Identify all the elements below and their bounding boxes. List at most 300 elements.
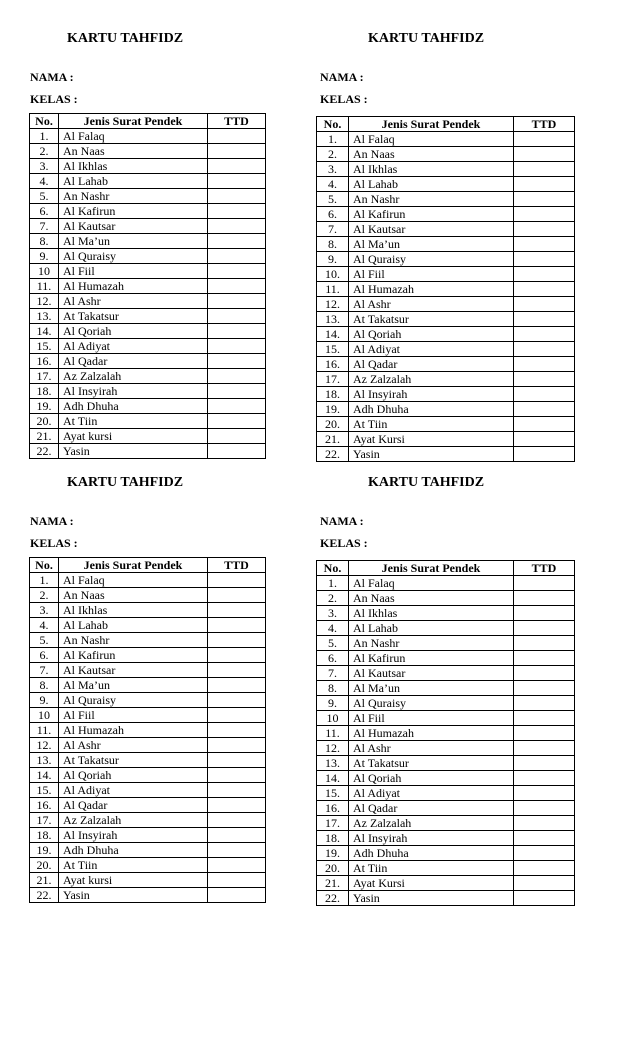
signature-cell — [514, 297, 575, 312]
surah-name: Al Falaq — [59, 129, 208, 144]
surah-name: Al Ashr — [59, 738, 208, 753]
header-surah: Jenis Surat Pendek — [59, 114, 208, 129]
surah-table — [29, 557, 266, 903]
surah-name: Al Quraisy — [349, 252, 514, 267]
surah-name: Yasin — [59, 888, 208, 903]
signature-cell — [514, 741, 575, 756]
table-row — [317, 786, 575, 801]
row-number: 1. — [30, 573, 59, 588]
table-row — [30, 813, 266, 828]
surah-name: Al Qoriah — [349, 327, 514, 342]
signature-cell — [208, 339, 266, 354]
row-number: 3. — [30, 159, 59, 174]
signature-cell — [514, 267, 575, 282]
signature-cell — [208, 189, 266, 204]
surah-name: Al Ashr — [59, 294, 208, 309]
surah-name: Adh Dhuha — [349, 846, 514, 861]
row-number: 21. — [30, 873, 59, 888]
row-number: 6. — [30, 648, 59, 663]
row-number: 12. — [30, 738, 59, 753]
table-row — [30, 858, 266, 873]
table-row — [317, 387, 575, 402]
signature-cell — [514, 891, 575, 906]
surah-name: Al Qoriah — [349, 771, 514, 786]
table-row — [317, 207, 575, 222]
row-number: 14. — [317, 771, 349, 786]
signature-cell — [208, 384, 266, 399]
row-number: 1. — [30, 129, 59, 144]
signature-cell — [514, 327, 575, 342]
surah-name: Al Fiil — [59, 264, 208, 279]
signature-cell — [514, 282, 575, 297]
table-row — [317, 876, 575, 891]
table-row — [30, 708, 266, 723]
row-number: 19. — [317, 846, 349, 861]
surah-name: Al Kautsar — [59, 219, 208, 234]
table-row — [30, 753, 266, 768]
signature-cell — [208, 693, 266, 708]
row-number: 18. — [317, 387, 349, 402]
surah-name: Ayat Kursi — [349, 432, 514, 447]
nama-label: NAMA : — [30, 70, 74, 84]
signature-cell — [208, 813, 266, 828]
row-number: 20. — [30, 858, 59, 873]
row-number: 6. — [317, 651, 349, 666]
surah-name: At Takatsur — [349, 312, 514, 327]
table-row — [30, 189, 266, 204]
card-title: KARTU TAHFIDZ — [67, 475, 184, 490]
signature-cell — [208, 678, 266, 693]
table-row — [30, 828, 266, 843]
signature-cell — [208, 888, 266, 903]
row-number: 12. — [317, 741, 349, 756]
signature-cell — [208, 858, 266, 873]
table-row — [30, 663, 266, 678]
signature-cell — [208, 354, 266, 369]
signature-cell — [514, 192, 575, 207]
row-number: 5. — [317, 192, 349, 207]
row-number: 2. — [30, 144, 59, 159]
signature-cell — [514, 621, 575, 636]
row-number: 10. — [317, 267, 349, 282]
row-number: 17. — [30, 813, 59, 828]
table-row — [30, 429, 266, 444]
row-number: 11. — [30, 279, 59, 294]
signature-cell — [514, 252, 575, 267]
kelas-label: KELAS : — [320, 536, 368, 550]
row-number: 15. — [317, 342, 349, 357]
table-row — [317, 312, 575, 327]
row-number: 8. — [317, 681, 349, 696]
header-surah: Jenis Surat Pendek — [349, 561, 514, 576]
signature-cell — [514, 432, 575, 447]
signature-cell — [514, 861, 575, 876]
signature-cell — [514, 342, 575, 357]
row-number: 1. — [317, 132, 349, 147]
row-number: 2. — [317, 147, 349, 162]
table-row — [30, 159, 266, 174]
table-row — [30, 369, 266, 384]
signature-cell — [514, 576, 575, 591]
signature-cell — [208, 264, 266, 279]
table-row — [30, 573, 266, 588]
surah-name: Az Zalzalah — [349, 816, 514, 831]
surah-name: An Nashr — [59, 189, 208, 204]
table-row — [317, 177, 575, 192]
row-number: 4. — [317, 177, 349, 192]
signature-cell — [514, 651, 575, 666]
row-number: 10 — [30, 264, 59, 279]
surah-table — [316, 560, 575, 906]
row-number: 22. — [30, 444, 59, 459]
row-number: 9. — [30, 249, 59, 264]
surah-name: Al Ma’un — [59, 234, 208, 249]
row-number: 6. — [30, 204, 59, 219]
row-number: 19. — [30, 843, 59, 858]
surah-name: Al Humazah — [59, 723, 208, 738]
signature-cell — [514, 846, 575, 861]
surah-name: Yasin — [59, 444, 208, 459]
surah-name: Al Kautsar — [59, 663, 208, 678]
signature-cell — [208, 843, 266, 858]
row-number: 22. — [30, 888, 59, 903]
header-surah: Jenis Surat Pendek — [349, 117, 514, 132]
table-row — [30, 648, 266, 663]
row-number: 12. — [317, 297, 349, 312]
table-row — [317, 252, 575, 267]
surah-name: Adh Dhuha — [59, 843, 208, 858]
table-row — [317, 372, 575, 387]
row-number: 8. — [30, 234, 59, 249]
signature-cell — [208, 768, 266, 783]
surah-name: Al Ikhlas — [349, 162, 514, 177]
row-number: 20. — [317, 417, 349, 432]
table-row — [317, 771, 575, 786]
surah-name: Ayat kursi — [59, 873, 208, 888]
table-row — [30, 219, 266, 234]
surah-name: Al Fiil — [349, 711, 514, 726]
surah-name: Al Lahab — [59, 618, 208, 633]
row-number: 2. — [317, 591, 349, 606]
signature-cell — [514, 591, 575, 606]
row-number: 18. — [317, 831, 349, 846]
table-row — [317, 576, 575, 591]
row-number: 19. — [317, 402, 349, 417]
signature-cell — [208, 219, 266, 234]
signature-cell — [514, 681, 575, 696]
signature-cell — [208, 873, 266, 888]
signature-cell — [514, 726, 575, 741]
signature-cell — [514, 666, 575, 681]
signature-cell — [514, 372, 575, 387]
signature-cell — [514, 312, 575, 327]
row-number: 13. — [317, 756, 349, 771]
row-number: 21. — [317, 432, 349, 447]
signature-cell — [208, 204, 266, 219]
table-row — [317, 681, 575, 696]
row-number: 16. — [30, 798, 59, 813]
row-number: 4. — [30, 174, 59, 189]
surah-name: Al Ashr — [349, 297, 514, 312]
header-no: No. — [317, 561, 349, 576]
table-row — [30, 618, 266, 633]
surah-name: An Naas — [349, 591, 514, 606]
table-row — [317, 432, 575, 447]
surah-name: Al Qadar — [349, 801, 514, 816]
surah-name: Al Adiyat — [349, 342, 514, 357]
signature-cell — [208, 828, 266, 843]
table-row — [317, 342, 575, 357]
surah-name: Ayat kursi — [59, 429, 208, 444]
surah-name: Al Insyirah — [59, 384, 208, 399]
signature-cell — [514, 876, 575, 891]
surah-name: Al Ma’un — [349, 681, 514, 696]
signature-cell — [208, 603, 266, 618]
surah-name: Al Qadar — [349, 357, 514, 372]
table-row — [30, 249, 266, 264]
surah-name: At Tiin — [59, 858, 208, 873]
surah-name: Al Insyirah — [59, 828, 208, 843]
surah-name: Al Quraisy — [59, 249, 208, 264]
surah-name: Al Insyirah — [349, 831, 514, 846]
signature-cell — [514, 771, 575, 786]
signature-cell — [208, 633, 266, 648]
table-row — [30, 399, 266, 414]
table-row — [317, 711, 575, 726]
signature-cell — [208, 429, 266, 444]
signature-cell — [208, 588, 266, 603]
surah-name: Al Adiyat — [59, 783, 208, 798]
row-number: 20. — [30, 414, 59, 429]
table-row — [317, 417, 575, 432]
table-row — [317, 282, 575, 297]
table-row — [30, 843, 266, 858]
surah-name: At Takatsur — [349, 756, 514, 771]
row-number: 15. — [30, 783, 59, 798]
signature-cell — [514, 606, 575, 621]
signature-cell — [514, 357, 575, 372]
surah-name: Ayat Kursi — [349, 876, 514, 891]
row-number: 15. — [30, 339, 59, 354]
signature-cell — [208, 324, 266, 339]
signature-cell — [208, 279, 266, 294]
row-number: 13. — [30, 309, 59, 324]
table-row — [30, 129, 266, 144]
table-row — [30, 633, 266, 648]
row-number: 11. — [30, 723, 59, 738]
row-number: 9. — [317, 696, 349, 711]
signature-cell — [514, 831, 575, 846]
table-row — [317, 132, 575, 147]
header-ttd: TTD — [514, 561, 575, 576]
row-number: 21. — [317, 876, 349, 891]
header-ttd: TTD — [208, 558, 266, 573]
surah-name: Al Ikhlas — [59, 159, 208, 174]
signature-cell — [208, 618, 266, 633]
table-row — [30, 234, 266, 249]
table-row — [317, 816, 575, 831]
signature-cell — [208, 309, 266, 324]
surah-name: Al Kafirun — [59, 204, 208, 219]
signature-cell — [208, 369, 266, 384]
surah-name: Al Kafirun — [349, 651, 514, 666]
row-number: 7. — [317, 666, 349, 681]
row-number: 17. — [30, 369, 59, 384]
surah-name: Al Ikhlas — [59, 603, 208, 618]
table-row — [30, 738, 266, 753]
table-row — [317, 327, 575, 342]
surah-name: Yasin — [349, 891, 514, 906]
table-row — [317, 267, 575, 282]
signature-cell — [514, 162, 575, 177]
table-row — [30, 783, 266, 798]
table-row — [30, 444, 266, 459]
surah-name: An Naas — [349, 147, 514, 162]
table-row — [317, 606, 575, 621]
surah-name: Al Humazah — [349, 726, 514, 741]
table-row — [317, 222, 575, 237]
row-number: 9. — [30, 693, 59, 708]
header-no: No. — [317, 117, 349, 132]
row-number: 14. — [317, 327, 349, 342]
signature-cell — [208, 783, 266, 798]
signature-cell — [208, 708, 266, 723]
header-ttd: TTD — [208, 114, 266, 129]
signature-cell — [514, 207, 575, 222]
kelas-label: KELAS : — [320, 92, 368, 106]
signature-cell — [208, 414, 266, 429]
row-number: 12. — [30, 294, 59, 309]
row-number: 1. — [317, 576, 349, 591]
signature-cell — [208, 159, 266, 174]
table-row — [317, 801, 575, 816]
surah-name: An Naas — [59, 588, 208, 603]
signature-cell — [514, 402, 575, 417]
surah-name: At Takatsur — [59, 309, 208, 324]
signature-cell — [514, 696, 575, 711]
table-row — [30, 723, 266, 738]
surah-name: Adh Dhuha — [349, 402, 514, 417]
table-row — [30, 588, 266, 603]
table-row — [30, 873, 266, 888]
row-number: 22. — [317, 447, 349, 462]
surah-name: Yasin — [349, 447, 514, 462]
signature-cell — [208, 738, 266, 753]
surah-name: Al Qoriah — [59, 768, 208, 783]
card-title: KARTU TAHFIDZ — [368, 31, 485, 46]
row-number: 5. — [30, 189, 59, 204]
header-no: No. — [30, 558, 59, 573]
signature-cell — [514, 147, 575, 162]
row-number: 5. — [317, 636, 349, 651]
table-row — [317, 357, 575, 372]
signature-cell — [208, 174, 266, 189]
table-row — [30, 678, 266, 693]
table-row — [30, 309, 266, 324]
table-row — [30, 888, 266, 903]
signature-cell — [514, 447, 575, 462]
surah-name: Al Fiil — [59, 708, 208, 723]
table-row — [317, 741, 575, 756]
table-row — [317, 756, 575, 771]
table-row — [30, 603, 266, 618]
row-number: 10 — [30, 708, 59, 723]
signature-cell — [208, 753, 266, 768]
table-row — [317, 696, 575, 711]
row-number: 16. — [317, 801, 349, 816]
nama-label: NAMA : — [320, 70, 364, 84]
signature-cell — [514, 786, 575, 801]
surah-name: Al Lahab — [59, 174, 208, 189]
table-row — [30, 324, 266, 339]
table-row — [30, 204, 266, 219]
signature-cell — [208, 294, 266, 309]
row-number: 13. — [30, 753, 59, 768]
row-number: 7. — [317, 222, 349, 237]
signature-cell — [514, 132, 575, 147]
surah-name: Al Kautsar — [349, 222, 514, 237]
kelas-label: KELAS : — [30, 92, 78, 106]
table-row — [317, 666, 575, 681]
kelas-label: KELAS : — [30, 536, 78, 550]
row-number: 14. — [30, 324, 59, 339]
card-title: KARTU TAHFIDZ — [368, 475, 485, 490]
table-row — [30, 693, 266, 708]
row-number: 2. — [30, 588, 59, 603]
table-row — [317, 447, 575, 462]
nama-label: NAMA : — [320, 514, 364, 528]
table-row — [30, 339, 266, 354]
table-row — [30, 264, 266, 279]
surah-name: Al Lahab — [349, 177, 514, 192]
card-title: KARTU TAHFIDZ — [67, 31, 184, 46]
signature-cell — [514, 237, 575, 252]
signature-cell — [208, 234, 266, 249]
row-number: 11. — [317, 726, 349, 741]
surah-name: Al Fiil — [349, 267, 514, 282]
row-number: 8. — [317, 237, 349, 252]
surah-name: At Takatsur — [59, 753, 208, 768]
surah-name: Al Humazah — [349, 282, 514, 297]
row-number: 3. — [317, 606, 349, 621]
table-row — [30, 294, 266, 309]
table-row — [317, 297, 575, 312]
signature-cell — [208, 129, 266, 144]
row-number: 15. — [317, 786, 349, 801]
surah-name: Al Adiyat — [59, 339, 208, 354]
surah-name: An Nashr — [349, 636, 514, 651]
surah-name: Al Falaq — [349, 576, 514, 591]
signature-cell — [514, 711, 575, 726]
row-number: 5. — [30, 633, 59, 648]
table-row — [317, 621, 575, 636]
row-number: 4. — [317, 621, 349, 636]
surah-name: Al Kafirun — [59, 648, 208, 663]
row-number: 17. — [317, 816, 349, 831]
table-row — [30, 354, 266, 369]
table-row — [317, 162, 575, 177]
row-number: 4. — [30, 618, 59, 633]
table-row — [30, 279, 266, 294]
signature-cell — [514, 387, 575, 402]
row-number: 13. — [317, 312, 349, 327]
table-row — [317, 402, 575, 417]
signature-cell — [208, 573, 266, 588]
signature-cell — [208, 648, 266, 663]
surah-name: Al Ma’un — [59, 678, 208, 693]
surah-name: Al Quraisy — [349, 696, 514, 711]
surah-name: Al Quraisy — [59, 693, 208, 708]
